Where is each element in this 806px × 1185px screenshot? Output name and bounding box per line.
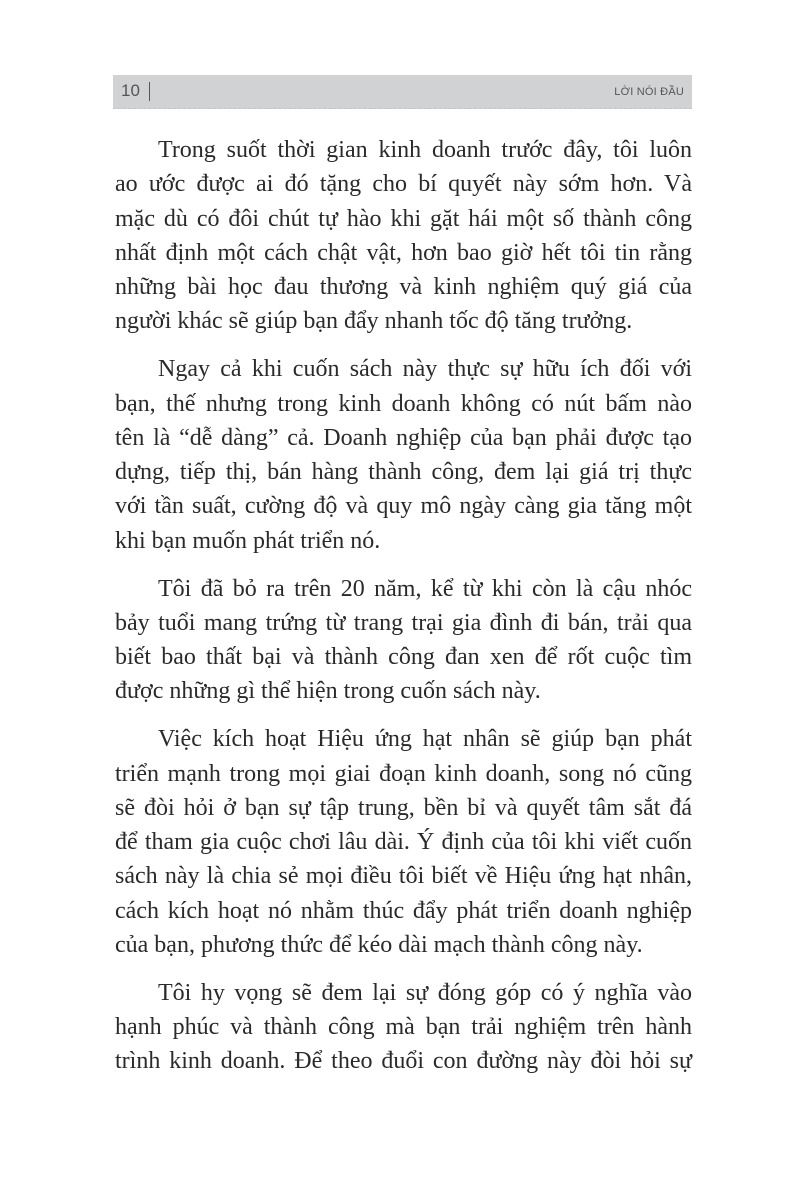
- text-line: Ngay cả khi cuốn sách này thực sự hữu ích đối với: [158, 356, 692, 383]
- text-line: hạnh phúc và thành công mà bạn trải nghiệm trên hành: [115, 1014, 692, 1041]
- text-line: tên là “dễ dàng” cả. Doanh nghiệp của bạn phải được tạo: [115, 424, 692, 451]
- text-line: với tần suất, cường độ và quy mô ngày càng gia tăng một: [115, 493, 692, 520]
- text-line: của bạn, phương thức để kéo dài mạch thành công này.: [115, 932, 643, 959]
- text-line: Trong suốt thời gian kinh doanh trước đây, tôi luôn: [158, 137, 692, 163]
- text-line: nhất định một cách chật vật, hơn bao giờ hết tôi tin rằng: [115, 239, 692, 266]
- text-line: Việc kích hoạt Hiệu ứng hạt nhân sẽ giúp bạn phát: [158, 726, 692, 753]
- text-line: triển mạnh trong mọi giai đoạn kinh doanh, song nó cũng: [115, 760, 692, 787]
- text-line: khi bạn muốn phát triển nó.: [115, 527, 381, 554]
- text-line: ao ước được ai đó tặng cho bí quyết này sớm hơn. Và: [115, 171, 692, 198]
- text-line: những bài học đau thương và kinh nghiệm quý giá của: [115, 274, 692, 301]
- text-line: Tôi hy vọng sẽ đem lại sự đóng góp có ý nghĩa vào: [158, 979, 692, 1006]
- text-line: dựng, tiếp thị, bán hàng thành công, đem lại giá trị thực: [115, 459, 692, 486]
- text-line: Tôi đã bỏ ra trên 20 năm, kể từ khi còn là cậu nhóc: [158, 575, 692, 602]
- paragraph: [115, 976, 692, 1079]
- text-line: sách này là chia sẻ mọi điều tôi biết về Hiệu ứng hạt nhân,: [115, 863, 692, 890]
- text-line: biết bao thất bại và thành công đan xen để rốt cuộc tìm: [115, 644, 692, 671]
- header-divider: [149, 82, 150, 101]
- page-body: [115, 133, 692, 1092]
- chapter-title: LỜI NÓI ĐẦU: [614, 86, 684, 98]
- text-line: người khác sẽ giúp bạn đẩy nhanh tốc độ tăng trưởng.: [115, 308, 633, 335]
- paragraph: [115, 352, 692, 558]
- paragraph: [115, 133, 692, 339]
- text-line: trình kinh doanh. Để theo đuổi con đường này đòi hỏi sự: [115, 1048, 692, 1075]
- text-line: sẽ đòi hỏi ở bạn sự tập trung, bền bỉ và quyết tâm sắt đá: [115, 794, 692, 821]
- text-line: cách kích hoạt nó nhằm thúc đẩy phát triển doanh nghiệp: [115, 897, 692, 924]
- text-line: bạn, thế nhưng trong kinh doanh không có nút bấm nào: [115, 390, 692, 417]
- text-line: để tham gia cuộc chơi lâu dài. Ý định của tôi khi viết cuốn: [115, 829, 692, 856]
- text-line: được những gì thể hiện trong cuốn sách này.: [115, 678, 541, 705]
- running-header: [113, 75, 692, 109]
- paragraph: [115, 722, 692, 962]
- paragraph: [115, 572, 692, 709]
- page-number: 10: [121, 81, 140, 100]
- text-line: mặc dù có đôi chút tự hào khi gặt hái một số thành công: [115, 205, 692, 232]
- text-line: bảy tuổi mang trứng từ trang trại gia đình đi bán, trải qua: [115, 609, 692, 636]
